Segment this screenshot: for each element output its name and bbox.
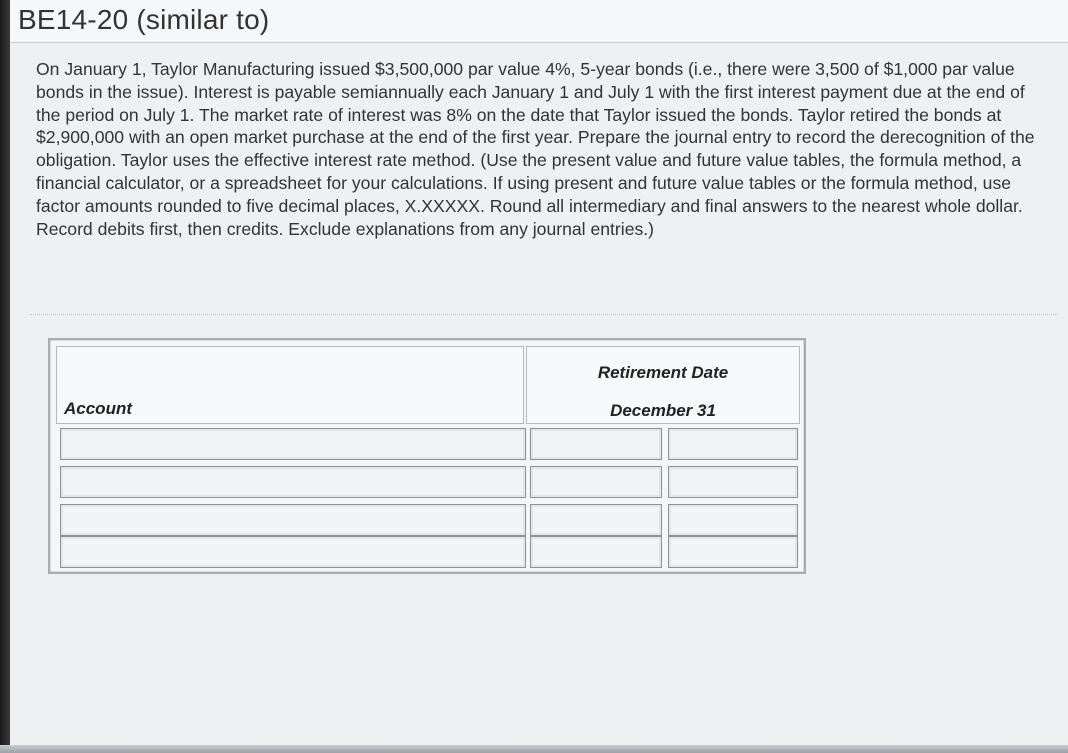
credit-input[interactable] (668, 536, 798, 568)
journal-entry-table (48, 338, 806, 574)
journal-row (56, 464, 800, 502)
account-header-label: Account (64, 399, 132, 418)
credit-input[interactable] (668, 504, 798, 536)
date-column-header (526, 346, 800, 424)
account-input[interactable] (60, 536, 526, 568)
debit-input[interactable] (530, 536, 662, 568)
december-31-label: December 31 (610, 401, 716, 420)
debit-input[interactable] (530, 504, 662, 536)
journal-row (56, 426, 800, 464)
title-bar (10, 0, 1068, 43)
credit-input[interactable] (668, 428, 798, 460)
account-input[interactable] (60, 466, 526, 498)
screen-bezel-bottom (0, 745, 1068, 753)
debit-input[interactable] (530, 428, 662, 460)
screen-bezel (0, 0, 10, 753)
debit-input[interactable] (530, 466, 662, 498)
journal-row (56, 534, 800, 572)
credit-input[interactable] (668, 466, 798, 498)
retirement-date-label: Retirement Date (597, 363, 729, 382)
divider (30, 314, 1058, 315)
account-input[interactable] (60, 428, 526, 460)
problem-title: BE14-20 (similar to) (18, 4, 270, 35)
question-text: On January 1, Taylor Manufacturing issued $3,500,000 par value 4%, 5-year bonds (i.e., there were 3,500 of $1,000 par value bonds in the issue). Interest is payable semiannually each January 1 and July 1 with the first interest payment due at the end of the period on July 1. The market rate of interest was 8% on the date that Taylor issued the bonds. Taylor retired the bonds at $2,900,000 with an open market purchase at the end of the first year. Prepare the journal entry to record the derecognition of the obligation. Taylor uses the effective interest rate method. (Use the present value and future value tables, the formula method, a financial calculator, or a spreadsheet for your calculations. If using present and future value tables or the formula method, use factor amounts rounded to five decimal places, X.XXXXX. Round all intermediary and final answers to the nearest whole dollar. Record debits first, then credits. Exclude explanations from any journal entries.) (36, 59, 1035, 239)
account-column-header (56, 346, 524, 424)
account-input[interactable] (60, 504, 526, 536)
